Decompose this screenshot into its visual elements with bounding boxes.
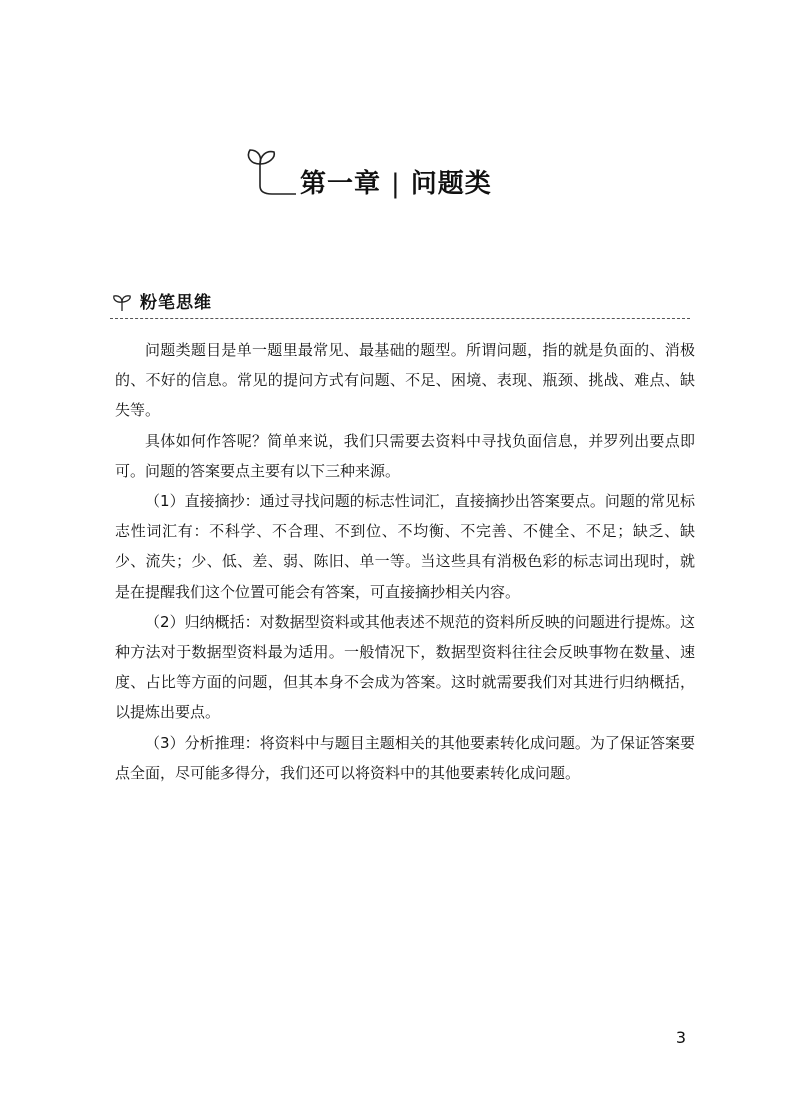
paragraph: （3）分析推理：将资料中与题目主题相关的其他要素转化成问题。为了保证答案要点全面，尽可能多得分，我们还可以将资料中的其他要素转化成问题。 xyxy=(115,733,695,782)
section-heading xyxy=(112,290,212,316)
page-number: 3 xyxy=(675,1028,686,1047)
body-text xyxy=(115,335,695,788)
paragraph: 问题类题目是单一题里最常见、最基础的题型。所谓问题，指的就是负面的、消极的、不好的信息。常见的提问方式有问题、不足、困境、表现、瓶颈、挑战、难点、缺失等。 xyxy=(115,341,695,420)
paragraph: （2）归纳概括：对数据型资料或其他表述不规范的资料所反映的问题进行提炼。这种方法对于数据型资料最为适用。一般情况下，数据型资料往往会反映事物在数量、速度、占比等方面的问题，但其本身不会成为答案。这时就需要我们对其进行归纳概括，以提炼出要点。 xyxy=(115,612,695,722)
chapter-separator: | xyxy=(391,169,401,199)
chapter-number: 第一章 xyxy=(300,169,382,199)
sprout-icon xyxy=(112,294,132,312)
section-title: 粉笔思维 xyxy=(140,293,212,313)
chapter-header xyxy=(0,140,800,210)
paragraph: （1）直接摘抄：通过寻找问题的标志性词汇，直接摘抄出答案要点。问题的常见标志性词汇有：不科学、不合理、不到位、不均衡、不完善、不健全、不足；缺乏、缺少、流失；少、低、差、弱、陈旧、单一等。当这些具有消极色彩的标志词出现时，就是在提醒我们这个位置可能会有答案，可直接摘抄相关内容。 xyxy=(115,492,695,601)
chapter-name: 问题类 xyxy=(410,169,492,199)
paragraph: 具体如何作答呢？简单来说，我们只需要去资料中寻找负面信息，并罗列出要点即可。问题的答案要点主要有以下三种来源。 xyxy=(115,431,695,480)
chapter-title xyxy=(300,166,492,202)
section-divider xyxy=(110,318,690,319)
sprout-icon xyxy=(246,146,296,196)
